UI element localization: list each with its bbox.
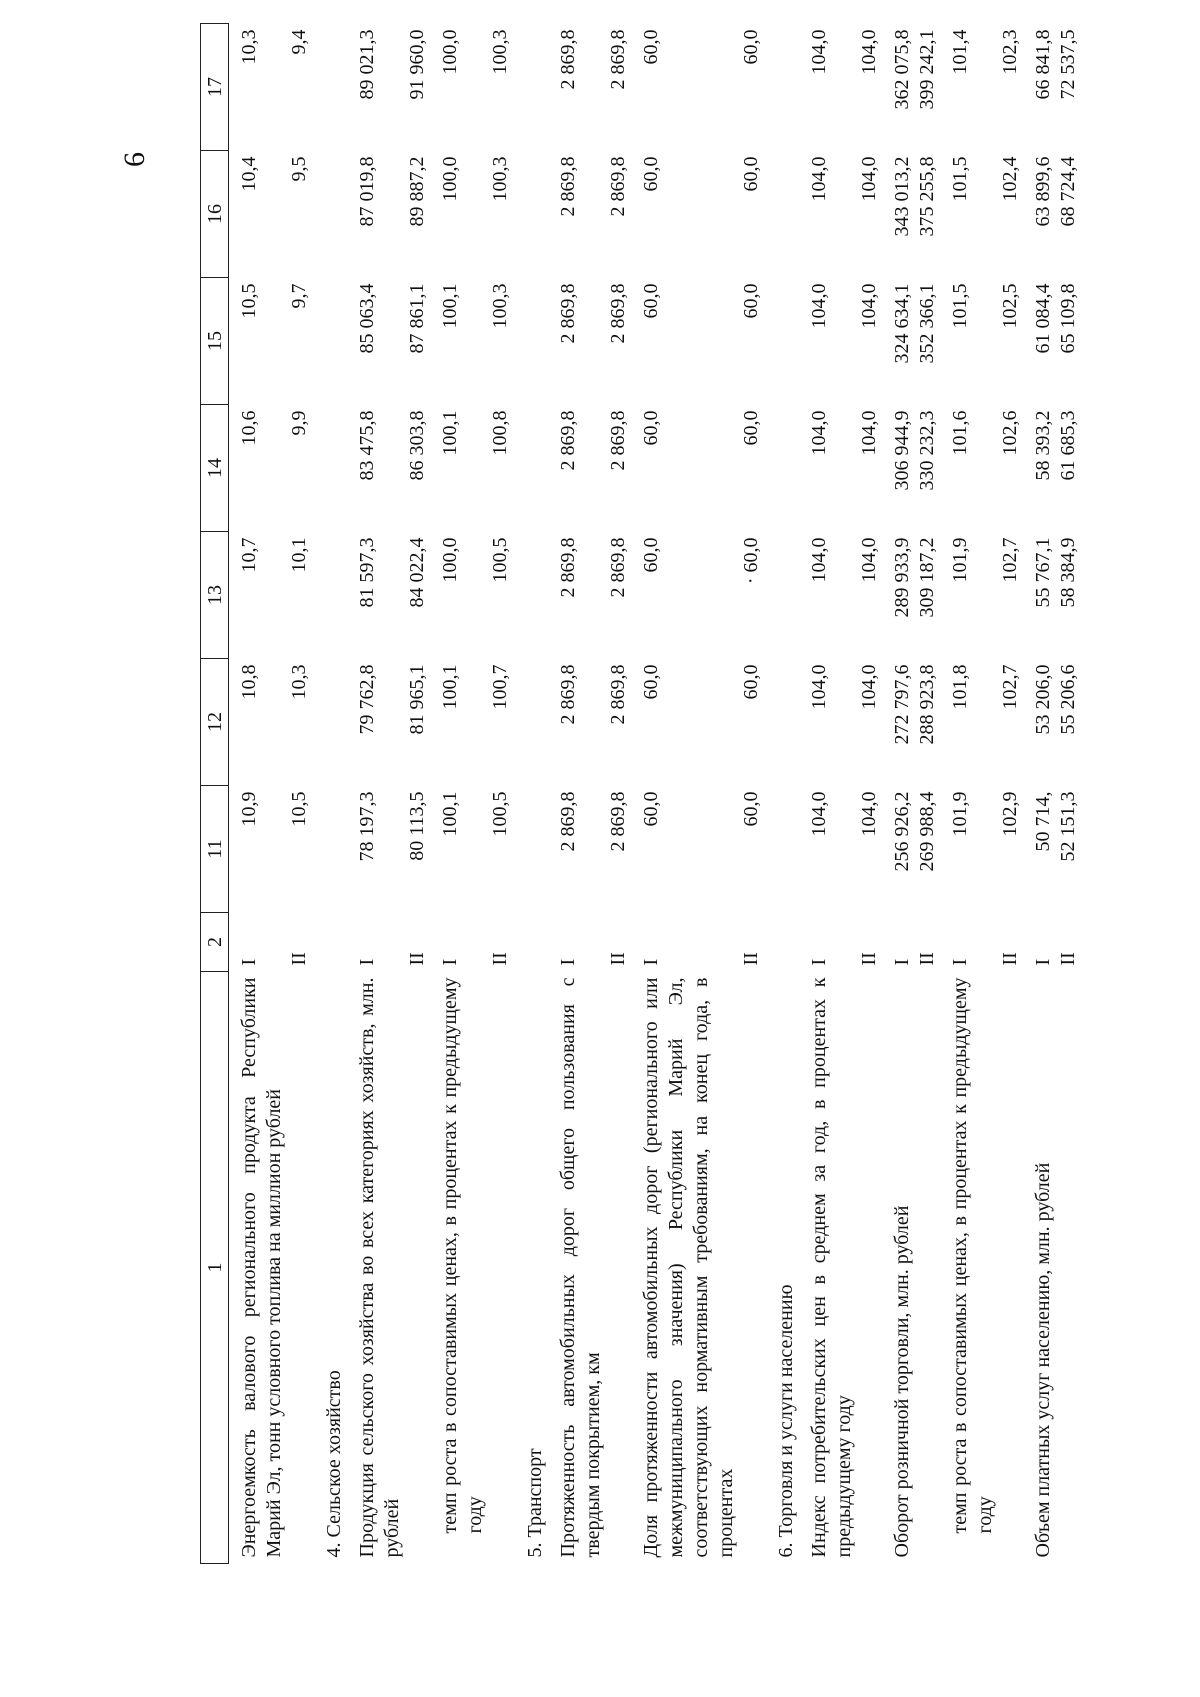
- variant-cell: I: [949, 958, 971, 966]
- value-cell: 68 724,4: [1057, 156, 1079, 227]
- value-cell: 100,3: [489, 156, 511, 202]
- variant-cell: I: [891, 958, 913, 966]
- value-cell: 100,1: [439, 664, 461, 710]
- value-cell: 100,5: [489, 791, 511, 837]
- indicator-label: [287, 972, 312, 1564]
- indicator-label: [915, 972, 940, 1564]
- value-cell: 101,9: [949, 537, 971, 583]
- value-cell: 60,0: [640, 537, 662, 573]
- value-cell: 100,0: [439, 156, 461, 202]
- indicator-label: [1056, 972, 1081, 1564]
- value-cell: 104,0: [808, 29, 830, 75]
- value-cell: · 60,0: [740, 537, 762, 585]
- value-cell: 2 869,8: [607, 29, 629, 90]
- value-cell: 91 960,0: [406, 29, 428, 100]
- value-cell: 2 869,8: [607, 664, 629, 725]
- value-cell: 89 887,2: [406, 156, 428, 227]
- value-cell: 399 242,1: [916, 29, 938, 110]
- variant-cell: II: [288, 952, 310, 966]
- value-cell: 100,8: [489, 410, 511, 456]
- table-row: [229, 24, 288, 1564]
- value-cell: 52 151,3: [1057, 791, 1079, 862]
- value-cell: 66 841,8: [1032, 29, 1054, 100]
- value-cell: 60,0: [740, 410, 762, 446]
- value-cell: 2 869,8: [557, 29, 579, 90]
- indicator-label: Энергоемкость валового регионального продукта Республики Марий Эл, тонн условного топлива на миллион рублей: [238, 977, 285, 1558]
- value-cell: 330 232,3: [916, 410, 938, 491]
- value-cell: 362 075,8: [891, 29, 913, 110]
- variant-cell: II: [999, 952, 1021, 966]
- value-cell: 9,5: [288, 156, 310, 182]
- variant-cell: I: [808, 958, 830, 966]
- variant-cell: II: [1057, 952, 1079, 966]
- variant-cell: I: [439, 958, 461, 966]
- value-cell: 102,3: [999, 29, 1021, 75]
- value-cell: 10,8: [238, 664, 260, 700]
- table-row: [548, 24, 606, 1564]
- value-cell: 306 944,9: [891, 410, 913, 491]
- value-cell: 100,0: [439, 29, 461, 75]
- value-cell: 58 393,2: [1032, 410, 1054, 481]
- table-row: [405, 24, 430, 1564]
- value-cell: 61 685,3: [1057, 410, 1079, 481]
- indicator-label: Протяженность автомобильных дорог общего пользования с твердым покрытием, км: [557, 977, 604, 1558]
- value-cell: 272 797,6: [891, 664, 913, 745]
- value-cell: 100,1: [439, 791, 461, 837]
- value-cell: 10,7: [238, 537, 260, 573]
- column-header: 13: [201, 532, 229, 659]
- variant-cell: II: [489, 952, 511, 966]
- value-cell: 2 869,8: [607, 410, 629, 471]
- value-cell: 86 303,8: [406, 410, 428, 481]
- value-cell: 100,7: [489, 664, 511, 710]
- table-row: [430, 24, 488, 1564]
- value-cell: 104,0: [808, 791, 830, 837]
- value-cell: 309 187,2: [916, 537, 938, 618]
- indicator-label: [405, 972, 430, 1564]
- value-cell: 343 013,2: [891, 156, 913, 237]
- value-cell: 2 869,8: [557, 410, 579, 471]
- value-cell: 83 475,8: [356, 410, 378, 481]
- value-cell: 63 899,6: [1032, 156, 1054, 227]
- value-cell: 2 869,8: [607, 537, 629, 598]
- value-cell: 2 869,8: [557, 664, 579, 725]
- value-cell: 79 762,8: [356, 664, 378, 735]
- variant-cell: I: [557, 958, 579, 966]
- value-cell: 289 933,9: [891, 537, 913, 618]
- value-cell: 104,0: [858, 156, 880, 202]
- value-cell: 10,3: [288, 664, 310, 700]
- column-number-header-row: [201, 24, 229, 1564]
- value-cell: 55 767,1: [1032, 537, 1054, 608]
- value-cell: 10,5: [238, 283, 260, 319]
- variant-cell: II: [858, 952, 880, 966]
- variant-cell: II: [916, 952, 938, 966]
- value-cell: 87 019,8: [356, 156, 378, 227]
- variant-cell: I: [1032, 958, 1054, 966]
- table-row: [940, 24, 998, 1564]
- value-cell: 100,0: [439, 537, 461, 583]
- value-cell: 2 869,8: [607, 791, 629, 852]
- value-cell: 100,3: [489, 29, 511, 75]
- table-row: [606, 24, 631, 1564]
- value-cell: 324 634,1: [891, 283, 913, 364]
- value-cell: 101,5: [949, 156, 971, 202]
- value-cell: 269 988,4: [916, 791, 938, 872]
- value-cell: 100,1: [439, 283, 461, 329]
- variant-cell: II: [607, 952, 629, 966]
- value-cell: 58 384,9: [1057, 537, 1079, 608]
- table-row: [631, 24, 739, 1564]
- value-cell: 10,9: [238, 791, 260, 827]
- page-number: 6: [118, 152, 151, 167]
- table-row: [998, 24, 1023, 1564]
- value-cell: 102,7: [999, 664, 1021, 710]
- value-cell: 2 869,8: [557, 156, 579, 217]
- value-cell: 104,0: [808, 664, 830, 710]
- value-cell: 53 206,0: [1032, 664, 1054, 735]
- value-cell: 9,4: [288, 29, 310, 55]
- value-cell: 81 597,3: [356, 537, 378, 608]
- value-cell: 9,9: [288, 410, 310, 436]
- value-cell: 65 109,8: [1057, 283, 1079, 354]
- variant-cell: I: [640, 958, 662, 966]
- value-cell: 101,8: [949, 664, 971, 710]
- value-cell: 10,4: [238, 156, 260, 192]
- value-cell: 102,6: [999, 410, 1021, 456]
- indicator-label: [857, 972, 882, 1564]
- value-cell: 10,3: [238, 29, 260, 65]
- value-cell: 72 537,5: [1057, 29, 1079, 100]
- value-cell: 101,5: [949, 283, 971, 329]
- value-cell: 2 869,8: [607, 283, 629, 344]
- value-cell: 60,0: [640, 791, 662, 827]
- indicator-label: Доля протяженности автомобильных дорог (регионального или межмуниципального значения) Республики Марий Эл, соответствующих нормативным требованиям, на конец года, в процентах: [640, 977, 737, 1558]
- value-cell: 10,5: [288, 791, 310, 827]
- value-cell: 60,0: [740, 664, 762, 700]
- value-cell: 288 923,8: [916, 664, 938, 745]
- value-cell: 60,0: [740, 156, 762, 192]
- variant-cell: I: [356, 958, 378, 966]
- value-cell: 87 861,1: [406, 283, 428, 354]
- table-row: [347, 24, 405, 1564]
- indicators-table: [200, 23, 1081, 1564]
- value-cell: 375 255,8: [916, 156, 938, 237]
- table-row: [915, 24, 940, 1564]
- value-cell: 10,1: [288, 537, 310, 573]
- section-heading-row: [312, 24, 347, 1564]
- value-cell: 60,0: [640, 156, 662, 192]
- table-row: [1056, 24, 1081, 1564]
- table-row: [488, 24, 513, 1564]
- value-cell: 2 869,8: [607, 156, 629, 217]
- value-cell: 78 197,3: [356, 791, 378, 862]
- value-cell: 2 869,8: [557, 791, 579, 852]
- variant-cell: II: [406, 952, 428, 966]
- value-cell: 102,9: [999, 791, 1021, 837]
- value-cell: 101,4: [949, 29, 971, 75]
- value-cell: 104,0: [808, 537, 830, 583]
- table-row: [882, 24, 915, 1564]
- value-cell: 104,0: [858, 664, 880, 710]
- value-cell: 55 206,6: [1057, 664, 1079, 735]
- table-row: [799, 24, 857, 1564]
- section-heading-row: [513, 24, 548, 1564]
- column-header: 11: [201, 786, 229, 913]
- value-cell: 81 965,1: [406, 664, 428, 735]
- table-body: [229, 24, 1082, 1564]
- table-row: [1023, 24, 1056, 1564]
- column-header: 16: [201, 151, 229, 278]
- value-cell: 104,0: [808, 283, 830, 329]
- indicator-label: Оборот розничной торговли, млн. рублей: [891, 1205, 913, 1558]
- indicator-label: Объем платных услуг населению, млн. рублей: [1032, 1162, 1054, 1558]
- column-header: 12: [201, 659, 229, 786]
- column-header: 1: [201, 972, 229, 1564]
- indicator-label: [606, 972, 631, 1564]
- column-header: 2: [201, 913, 229, 972]
- value-cell: 60,0: [640, 283, 662, 319]
- value-cell: 60,0: [640, 29, 662, 65]
- column-header: 15: [201, 278, 229, 405]
- section-heading-row: [764, 24, 799, 1564]
- indicator-label: Индекс потребительских цен в среднем за год, в процентах к предыдущему году: [808, 977, 855, 1558]
- value-cell: 102,5: [999, 283, 1021, 329]
- indicator-label: Продукция сельского хозяйства во всех категориях хозяйств, млн. рублей: [356, 977, 403, 1558]
- value-cell: 101,6: [949, 410, 971, 456]
- value-cell: 256 926,2: [891, 791, 913, 872]
- table-row: [857, 24, 882, 1564]
- table-row: [287, 24, 312, 1564]
- column-header: 17: [201, 24, 229, 151]
- value-cell: 60,0: [640, 664, 662, 700]
- indicator-label: темп роста в сопоставимых ценах, в процентах к предыдущему году: [439, 977, 486, 1534]
- indicator-label: [488, 972, 513, 1564]
- value-cell: 104,0: [858, 283, 880, 329]
- indicator-label: [998, 972, 1023, 1564]
- value-cell: 10,6: [238, 410, 260, 446]
- indicator-label: [739, 972, 764, 1564]
- value-cell: 100,3: [489, 283, 511, 329]
- value-cell: 89 021,3: [356, 29, 378, 100]
- value-cell: 60,0: [740, 791, 762, 827]
- value-cell: 50 714,: [1032, 791, 1054, 852]
- value-cell: 60,0: [640, 410, 662, 446]
- value-cell: 2 869,8: [557, 283, 579, 344]
- value-cell: 104,0: [858, 537, 880, 583]
- value-cell: 104,0: [808, 410, 830, 456]
- value-cell: 61 084,4: [1032, 283, 1054, 354]
- value-cell: 101,9: [949, 791, 971, 837]
- value-cell: 104,0: [858, 410, 880, 456]
- value-cell: 2 869,8: [557, 537, 579, 598]
- table-row: [739, 24, 764, 1564]
- value-cell: 102,4: [999, 156, 1021, 202]
- value-cell: 84 022,4: [406, 537, 428, 608]
- section-heading: 5. Транспорт: [524, 1448, 546, 1558]
- variant-cell: II: [740, 952, 762, 966]
- value-cell: 104,0: [858, 791, 880, 837]
- variant-cell: I: [238, 958, 260, 966]
- value-cell: 104,0: [808, 156, 830, 202]
- value-cell: 104,0: [858, 29, 880, 75]
- value-cell: 60,0: [740, 283, 762, 319]
- value-cell: 60,0: [740, 29, 762, 65]
- value-cell: 100,5: [489, 537, 511, 583]
- section-heading: 6. Торговля и услуги населению: [775, 1284, 797, 1558]
- value-cell: 352 366,1: [916, 283, 938, 364]
- column-header: 14: [201, 405, 229, 532]
- indicator-label: темп роста в сопоставимых ценах, в процентах к предыдущему году: [949, 977, 996, 1534]
- value-cell: 80 113,5: [406, 791, 428, 861]
- value-cell: 85 063,4: [356, 283, 378, 354]
- section-heading: 4. Сельское хозяйство: [323, 1370, 345, 1558]
- value-cell: 102,7: [999, 537, 1021, 583]
- value-cell: 100,1: [439, 410, 461, 456]
- value-cell: 9,7: [288, 283, 310, 309]
